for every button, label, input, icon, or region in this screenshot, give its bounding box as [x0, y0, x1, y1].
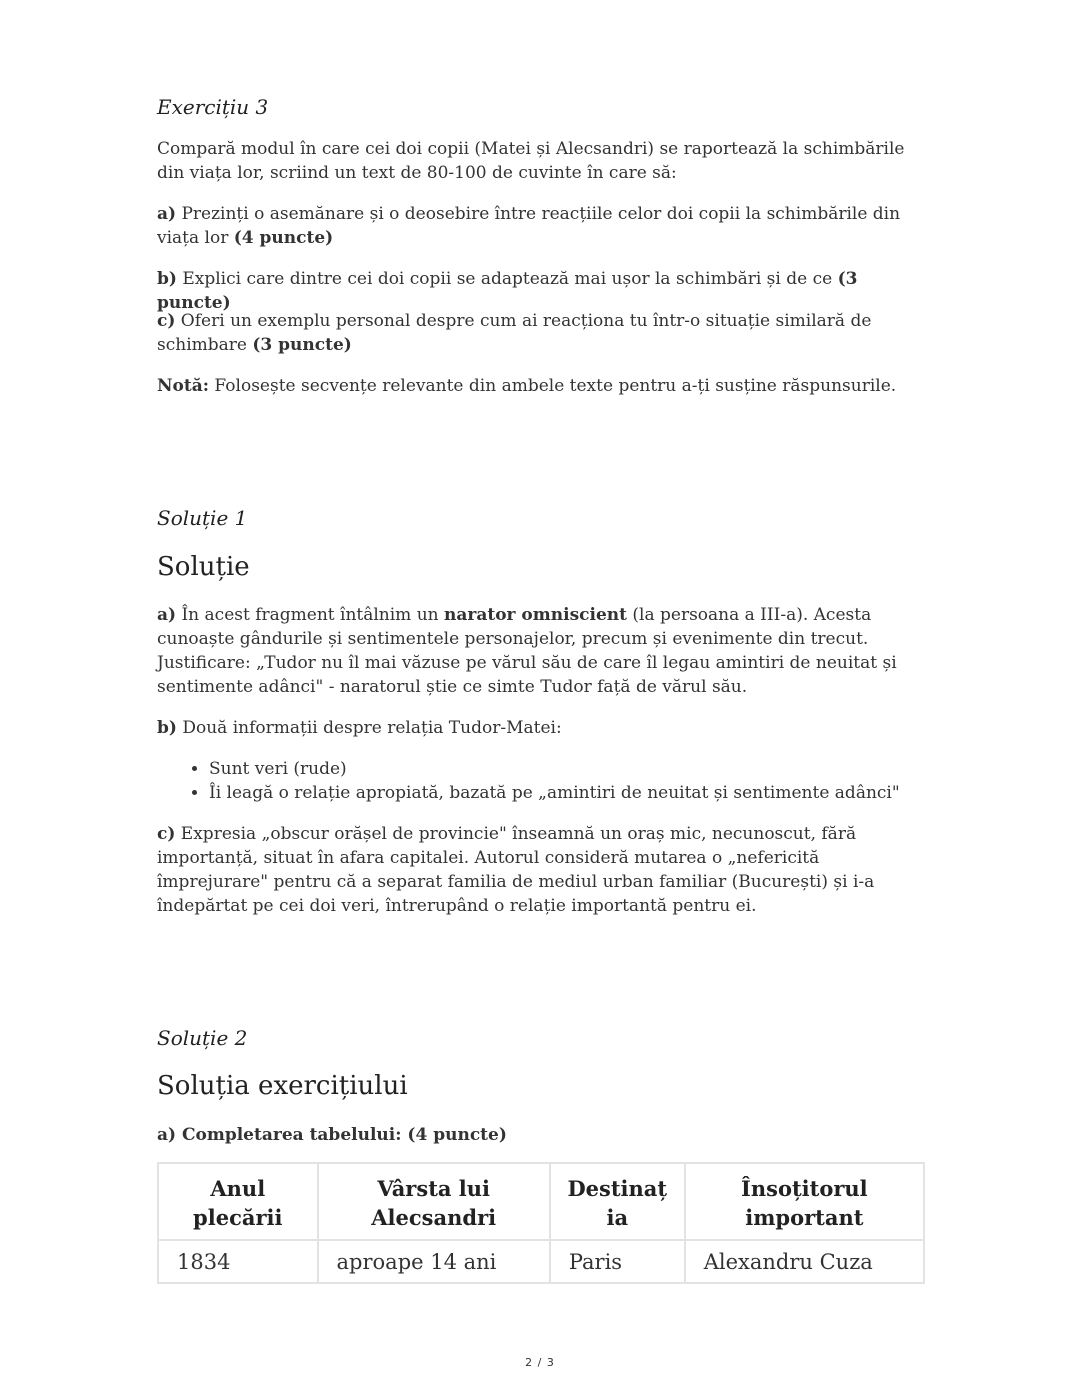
answer-label: a)	[157, 605, 177, 625]
item-label: b)	[157, 269, 177, 289]
answer-label: b)	[157, 718, 177, 738]
table-row	[158, 1240, 924, 1283]
answer-text: În acest fragment întâlnim un	[176, 605, 445, 625]
answer-bold: narator omniscient	[444, 605, 627, 625]
exercise-item-b	[157, 267, 925, 315]
list-item: • Îi leagă o relație apropiată, bazată pe „amintiri de neuitat și sentimente adânci"	[209, 781, 925, 805]
solution-1-bullet-list	[157, 757, 925, 805]
answer-label: c)	[157, 824, 176, 844]
table-header-cell: Destinația	[550, 1163, 685, 1240]
exercise-3-section	[157, 95, 925, 119]
table-header-cell: Anul plecării	[158, 1163, 318, 1240]
solution-1-answer-a	[157, 603, 925, 699]
item-points: (3 puncte)	[252, 335, 352, 355]
exercise-title: Exercițiu 3	[157, 95, 269, 119]
exercise-item-c	[157, 309, 925, 357]
table-header-cell: Însoțitorul important	[685, 1163, 924, 1240]
note-label: Notă:	[157, 376, 210, 396]
completion-table-wrap	[157, 1162, 925, 1284]
answer-text: Expresia „obscur orășel de provincie" înseamnă un oraș mic, necunoscut, fără importanță, situat în afara capitalei. Autorul consideră mutarea o „nefericită împrejurare" pentru că a separat familia de mediul urban familiar (București) și i-a îndepărtat pe cei doi veri, întrerupând o relație importantă pentru ei.	[157, 824, 875, 916]
item-text: Explici care dintre cei doi copii se adaptează mai ușor la schimbări și de ce	[176, 269, 838, 289]
table-cell: aproape 14 ani	[318, 1240, 550, 1283]
note-text: Folosește secvențe relevante din ambele texte pentru a-ți susține răspunsurile.	[209, 376, 897, 396]
list-item: • Sunt veri (rude)	[209, 757, 925, 781]
solution-1-heading: Soluție	[157, 552, 250, 582]
table-header-row	[158, 1163, 924, 1240]
table-cell: 1834	[158, 1240, 318, 1283]
table-header-cell: Vârsta lui Alecsandri	[318, 1163, 550, 1240]
item-points: (4 puncte)	[233, 228, 334, 248]
exercise-intro	[157, 137, 925, 185]
solution-1-section	[157, 506, 925, 530]
exercise-item-a	[157, 202, 925, 250]
solution-2-section	[157, 1026, 925, 1050]
completion-table	[157, 1162, 925, 1284]
page-indicator: 2 / 3	[525, 1356, 555, 1369]
solution-1-title: Soluție 1	[157, 506, 248, 530]
item-points: (3 puncte)	[157, 269, 858, 313]
solution-1-answer-b	[157, 716, 925, 740]
item-label: a)	[157, 204, 177, 224]
solution-2-title: Soluție 2	[157, 1026, 248, 1050]
item-label: c)	[157, 311, 176, 331]
exercise-intro-text: Compară modul în care cei doi copii (Matei și Alecsandri) se raportează la schimbările din viața lor, scriind un text de 80-100 de cuvinte în care să:	[157, 139, 905, 183]
answer-text: Două informații despre relația Tudor-Matei:	[176, 718, 562, 738]
solution-2-subheading-wrap	[157, 1123, 925, 1147]
solution-2-heading-wrap	[157, 1071, 925, 1101]
item-text: Prezinți o asemănare și o deosebire între reacțiile celor doi copii la schimbările din viața lor	[157, 204, 901, 248]
solution-2-heading: Soluția exercițiului	[157, 1071, 408, 1101]
solution-1-heading-wrap	[157, 552, 925, 582]
item-text: Oferi un exemplu personal despre cum ai reacționa tu într-o situație similară de schimbare	[157, 311, 872, 355]
answer-text: (la persoana a III-a). Acesta cunoaște gândurile și sentimentele personajelor, precum și evenimente din trecut. Justificare: „Tudor nu îl mai văzuse pe vărul său de care îl legau amintiri de neuitat și sentimente adânci" - naratorul știe ce simte Tudor față de vărul său.	[157, 605, 897, 697]
solution-2-subheading: a) Completarea tabelului: (4 puncte)	[157, 1125, 507, 1145]
solution-1-answer-c	[157, 822, 925, 918]
table-cell: Alexandru Cuza	[685, 1240, 924, 1283]
exercise-note	[157, 374, 925, 398]
table-cell: Paris	[550, 1240, 685, 1283]
